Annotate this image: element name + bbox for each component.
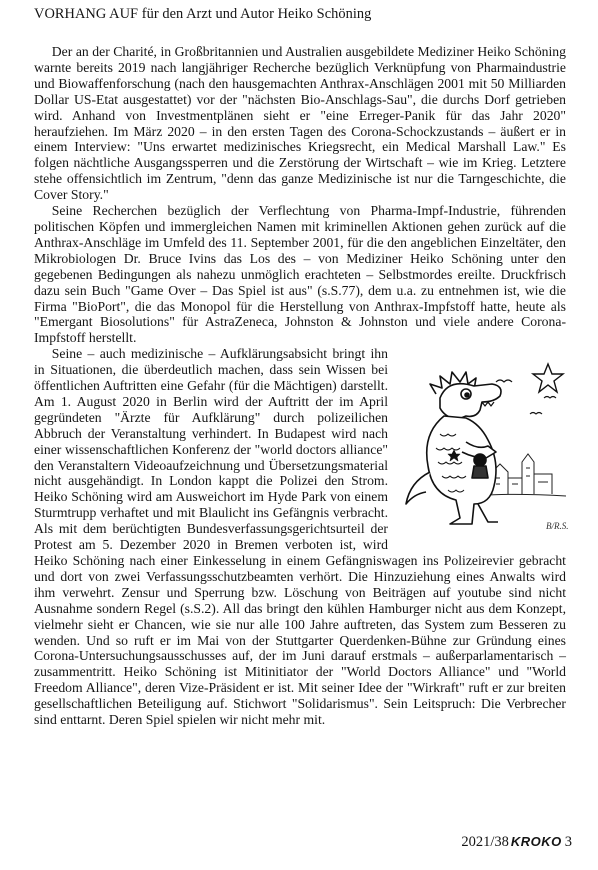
bird-icon bbox=[496, 380, 512, 382]
magazine-brand: KROKO bbox=[510, 834, 562, 849]
star-icon bbox=[533, 364, 563, 392]
page-number: 3 bbox=[564, 834, 572, 850]
page-footer bbox=[461, 833, 572, 851]
headline: VORHANG AUF für den Arzt und Autor Heiko Schöning bbox=[34, 6, 372, 22]
bird-icon bbox=[544, 397, 556, 399]
cartoon-dragon-icon bbox=[396, 354, 572, 536]
dragon-figure bbox=[406, 372, 501, 524]
artist-signature: B/R.S. bbox=[546, 521, 569, 532]
dragon-cartoon bbox=[396, 354, 572, 536]
article-paragraph-1: Der an der Charité, in Großbritannien und Australien ausgebildete Mediziner Heiko Schöning warnte bereits 2019 nach langjähriger Recherche bezüglich Verknüpfung von Pharmaindustrie und Biowaffenforschung (nach den hausgemachten Anthrax-Anschlägen 2001 mit 50 Milliarden Dollar US-Etat ausgestattet) vor der "nächsten Bio-Anschlags-Sau", die durchs Dorf getrieben wird. Anhand von Investmentplänen sieht er "eine Erreger-Panik für das Jahr 2020" heraufziehen. Im März 2020 – in den ersten Tagen des Corona-Schockzustands – äußert er in einem Interview: "Uns erwartet medizinisches Kriegsrecht, ein Medical Marshall Law." Es folgen nächtliche Ausgangssperren und die Zerstörung der Wirtschaft – wie im Krieg. Letztere stehe offensichtlich im Zentrum, "denn das ganze Medizinische ist nur die Tarngeschichte, die Cover Story." bbox=[34, 44, 566, 203]
bird-icon bbox=[530, 413, 542, 415]
issue-number: 2021/38 bbox=[461, 834, 509, 850]
article-paragraph-2: Seine Recherchen bezüglich der Verflechtung von Pharma-Impf-Industrie, führenden politischen Köpfen und immergleichen Namen mit kriminellen Aktionen gehen zurück auf die Anthrax-Anschläge im Umfeld des 11. September 2001, für die den angeblichen Einzeltäter, den Mikrobiologen Dr. Bruce Ivins das Los des – von Mediziner Heiko Schöning unter den gegebenen Bedingungen als nahezu unmöglich erachteten – Selbstmordes ereilte. Druckfrisch dazu sein Buch "Game Over – Das Spiel ist aus" (s.S.77), dem u.a. zu entnehmen ist, wie die Firma "BioPort", die das Monopol für die Herstellung von Anthrax-Impfstoff hatte, heute als "Emergant Biosolutions" für AstraZeneca, Johnston & Johnston und viele andere Corona-Impfstoff herstellt. bbox=[34, 203, 566, 346]
article-paragraph-3-text: Seine – auch medizinische – Aufklärungsabsicht bringt ihn in Situationen, die überdeutlich machen, dass sein Wissen bei öffentlichen Auftritten eine Gefahr (für die Mächtigen) darstellt. Am 1. August 2020 in Berlin wird der Auftritt der im April gegründeten "Ärzte für Aufklärung" durch polizeilichen Abbruch der Veranstaltung verhindert. In Budapest wird nach einer wissenschaftlichen Konferenz der "world doctors alliance" den Veranstaltern Videoaufzeichnung und Übersetzungsmaterial nicht ausgehändigt. In London kappt die Polizei den Strom. Heiko Schöning wird am Ausweichort im Hyde Park von einem Sturmtrupp verhaftet und mit Blaulicht ins Gefängnis verbracht. Als mit dem berüchtigten Bundesverfassungsgerichtsurteil der Protest am 5. Dezember 2020 in Bremen verboten ist, wird Heiko Schöning nach einer Einkesselung in einem Gefängniswagen ins Polizeirevier gebracht und dort von zwei Verfassungsschutzbeamten verhört. Die Hinzuziehung eines Anwalts wird ihm verwehrt. Zensur und Sperrung bzw. Löschung von Beiträgen auf youtube sind nicht Ausnahme sondern Regel (s.S.2). All das bringt den kühlen Hamburger nicht aus dem Konzept, vielmehr sieht er Chancen, wie sie nur alle 100 Jahre auftreten, das System zum Besseren zu wenden. Und so ruft er im Mai von der Stuttgarter Querdenken-Bühne zur Gründung eines Corona-Untersuchungsausschusses auf, der im Juni darauf erstmals – außerparlamentarisch – zusammentritt. Heiko Schöning ist Mitinitiator der "World Doctors Alliance" und "World Freedom Alliance", deren Vize-Präsident er ist. Mit seiner Idee der "Wirkraft" ruft er zur breiten gesellschaftlichen Beteiligung auf. Stichwort "Solidarismus". Sein Leitspruch: Die Verbrecher sind enttarnt. Deren Spiel spielen wir nicht mehr mit. bbox=[34, 346, 566, 728]
article-body bbox=[34, 44, 569, 728]
article-paragraph-3 bbox=[34, 346, 569, 728]
